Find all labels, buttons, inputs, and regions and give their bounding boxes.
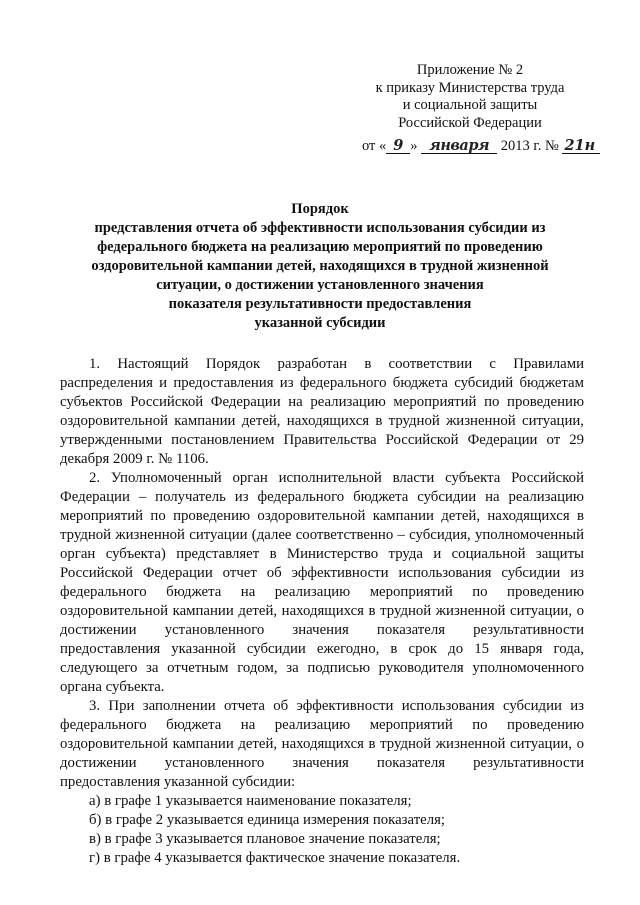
- order-prefix: от «: [362, 138, 387, 154]
- title-line: представления отчета об эффективности использования субсидии из: [94, 220, 546, 236]
- appendix-line: к приказу Министерства труда: [375, 79, 565, 96]
- list-item: б) в графе 2 указывается единица измерения показателя;: [89, 812, 446, 828]
- paragraph-3: 3. При заполнении отчета об эффективности использования субсидии из федерального бюджета на реализацию мероприятий по проведению оздоровительной кампании детей, находящихся в трудной жизненной ситуации, о достижении установленного значения показателя результативности предоставления указанной субсидии:: [60, 698, 584, 790]
- paragraph-1: 1. Настоящий Порядок разработан в соответствии с Правилами распределения и предоставления из федерального бюджета субсидий бюджетам субъектов Российской Федерации на реализацию мероприятий по проведению оздоровительной кампании детей, находящихся в трудной жизненной ситуации, утвержденными постановлением Правительства Российской Федерации от 29 декабря 2009 г. № 1106.: [60, 356, 584, 467]
- order-quote-close: »: [410, 138, 418, 154]
- paragraph-2: 2. Уполномоченный орган исполнительной власти субъекта Российской Федерации – получатель из федерального бюджета субсидии на реализацию мероприятий по проведению оздоровительной кампании детей, находящихся в трудной жизненной ситуации (далее соответственно – субсидия, уполномоченный орган субъекта) представляет в Министерство труда и социальной защиты Российской Федерации отчет об эффективности использования субсидии из федерального бюджета на реализацию мероприятий по проведению оздоровительной кампании детей, находящихся в трудной жизненной ситуации, о достижении установленного значения показателя результативности предоставления указанной субсидии ежегодно, в срок до 15 января года, следующего за отчетным годом, за подписью руководителя уполномоченного органа субъекта.: [60, 470, 584, 695]
- list-item: в) в графе 3 указывается плановое значение показателя;: [89, 831, 441, 847]
- appendix-header: [370, 62, 570, 132]
- appendix-number: Приложение № 2: [416, 62, 524, 78]
- order-day-handwritten: 9: [386, 138, 410, 154]
- order-date-line: [362, 136, 600, 156]
- title-line: ситуации, о достижении установленного значения: [156, 277, 484, 293]
- list-item: а) в графе 1 указывается наименование показателя;: [89, 793, 412, 809]
- title-line: оздоровительной кампании детей, находящихся в трудной жизненной: [91, 258, 549, 274]
- title-line: указанной субсидии: [254, 315, 386, 331]
- appendix-line: и социальной защиты: [402, 97, 538, 113]
- order-number-handwritten: 21н: [562, 138, 600, 154]
- document-body: [60, 355, 584, 868]
- order-year-text: 2013 г. №: [500, 138, 559, 154]
- list-item: г) в графе 4 указывается фактическое значение показателя.: [89, 850, 461, 866]
- title-line: показателя результативности предоставления: [168, 296, 472, 312]
- title-heading: Порядок: [291, 201, 349, 217]
- appendix-line: Российской Федерации: [398, 114, 542, 131]
- order-month-handwritten: января: [421, 138, 497, 154]
- title-line: федерального бюджета на реализацию мероприятий по проведению: [97, 239, 543, 255]
- document-title: [60, 200, 580, 333]
